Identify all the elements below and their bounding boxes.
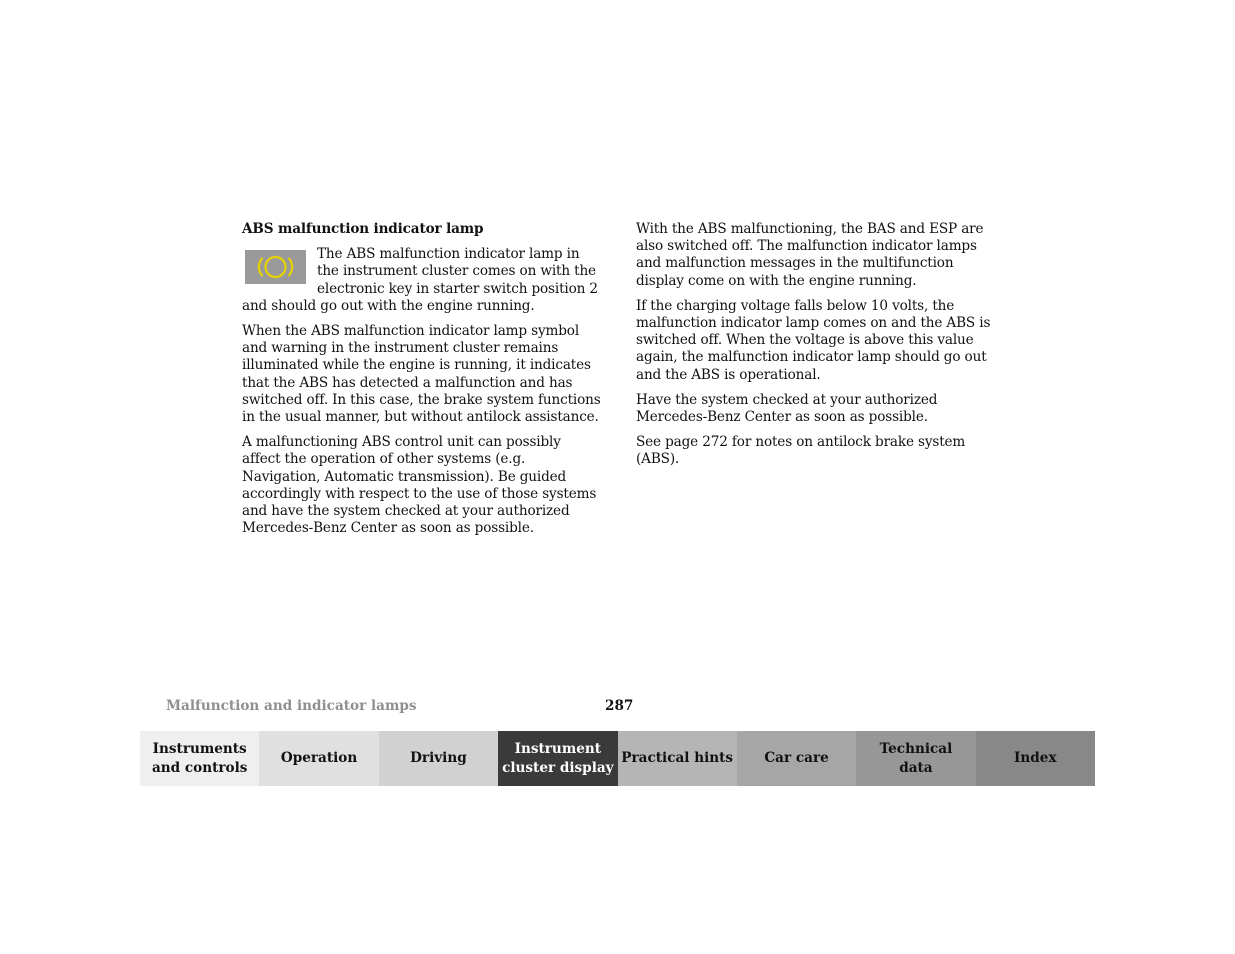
body-paragraph: With the ABS malfunctioning, the BAS and ESP are also switched off. The malfunction indicator lamps and malfunction messages in the multifunction display come on with the engine running. xyxy=(636,221,984,289)
tab-instrument-cluster-display[interactable]: Instrument cluster display xyxy=(498,731,617,786)
tab-car-care[interactable]: Car care xyxy=(737,731,856,786)
tab-operation[interactable]: Operation xyxy=(259,731,378,786)
body-paragraph: Have the system checked at your authorized Mercedes-Benz Center as soon as possible. xyxy=(636,391,938,426)
page-reference: See page 272 for notes on antilock brake system (ABS). xyxy=(636,434,966,468)
section-heading: ABS malfunction indicator lamp xyxy=(242,221,484,237)
right-column xyxy=(636,221,996,477)
section-title: Malfunction and indicator lamps xyxy=(166,698,417,714)
intro-paragraph xyxy=(242,246,602,315)
chapter-navigation xyxy=(140,731,1095,786)
body-paragraph: A malfunctioning ABS control unit can possibly affect the operation of other systems (e.g. Navigation, Automatic transmission). Be guided accordingly with respect to the use of those systems and have the system checked at your authorized Mercedes-Benz Center as soon as possible. xyxy=(242,434,597,537)
intro-text: The ABS malfunction indicator lamp in the instrument cluster comes on with the electronic key in starter switch position 2 and should go out with the engine running. xyxy=(242,246,598,314)
tab-practical-hints[interactable]: Practical hints xyxy=(618,731,737,786)
body-paragraph: When the ABS malfunction indicator lamp symbol and warning in the instrument cluster remains illuminated while the engine is running, it indicates that the ABS has detected a malfunction and has switched off. In this case, the brake system functions in the usual manner, but without antilock assistance. xyxy=(242,323,601,426)
left-column xyxy=(242,221,602,545)
abs-warning-icon xyxy=(245,250,306,284)
tab-index[interactable]: Index xyxy=(976,731,1095,786)
tab-technical-data[interactable]: Technical data xyxy=(856,731,975,786)
tab-instruments-and-controls[interactable]: Instruments and controls xyxy=(140,731,259,786)
body-paragraph: If the charging voltage falls below 10 volts, the malfunction indicator lamp comes on and the ABS is switched off. When the voltage is above this value again, the malfunction indicator lamp should go out and the ABS is operational. xyxy=(636,297,991,383)
page-number: 287 xyxy=(605,698,634,714)
tab-driving[interactable]: Driving xyxy=(379,731,498,786)
